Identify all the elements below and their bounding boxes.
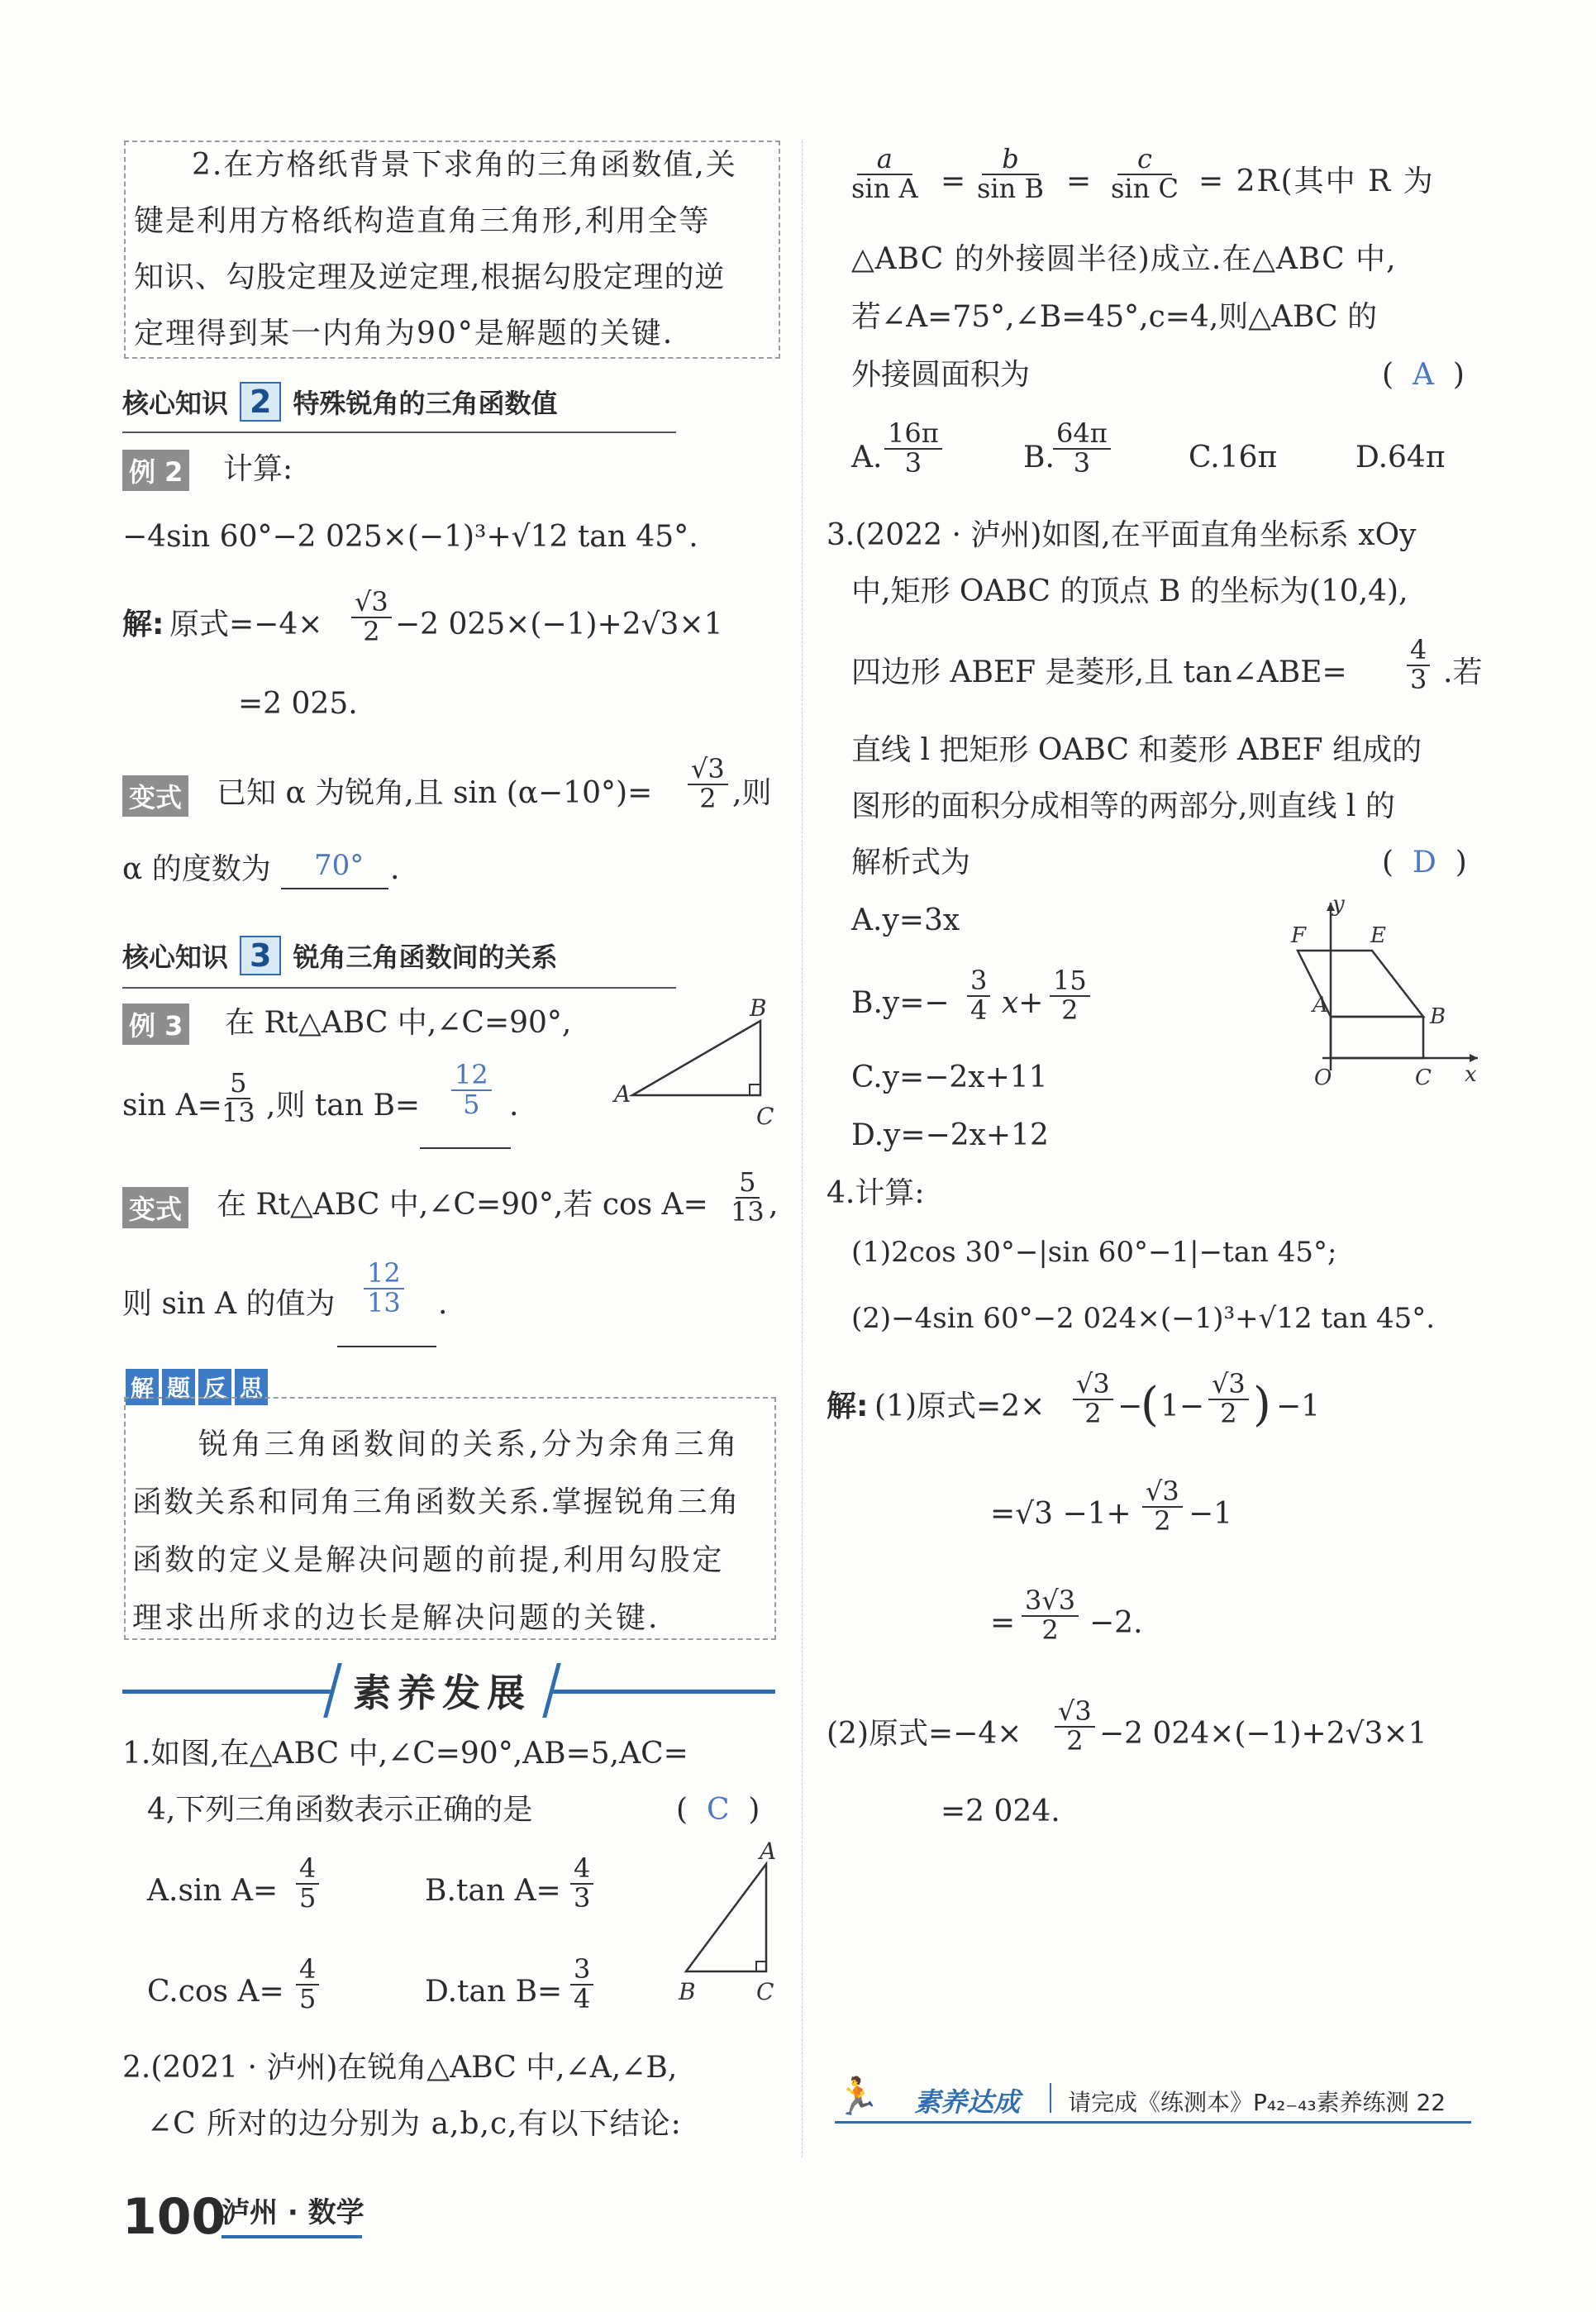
- reflection-line: 理求出所求的边长是解决问题的关键.: [132, 1601, 660, 1635]
- variant-text: 在 Rt△ABC 中,∠C=90°,若 cos A=: [217, 1188, 708, 1222]
- fraction-4-over-3: 4 3: [570, 1855, 593, 1912]
- q2-line: △ABC 的外接圆半径)成立.在△ABC 中,: [851, 242, 1397, 276]
- point-label-a: A: [1313, 993, 1328, 1018]
- q3-answer: D: [1412, 846, 1436, 880]
- fraction-sqrt3-over-2: √3 2: [1073, 1371, 1113, 1428]
- point-label-o: O: [1314, 1065, 1332, 1090]
- example-text: 在 Rt△ABC 中,∠C=90°,: [225, 1006, 572, 1040]
- point-label-e: E: [1370, 923, 1386, 948]
- tip-line: 知识、勾股定理及逆定理,根据勾股定理的逆: [134, 260, 726, 294]
- solution-line: −1: [1189, 1497, 1233, 1531]
- vertex-label-a: A: [614, 1080, 631, 1108]
- answer-line: [420, 1147, 511, 1149]
- section-label: 核心知识: [122, 388, 229, 419]
- q2-answer-bracket: ( A ): [1382, 358, 1465, 392]
- fraction-sqrt3-over-2: √3 2: [351, 589, 392, 646]
- fraction-3sqrt3-over-2: 3√3 2: [1022, 1587, 1079, 1644]
- q2-option-a[interactable]: A.: [851, 441, 883, 474]
- fraction-3-over-4: 3 4: [967, 967, 990, 1024]
- solution-line: −2 024×(−1)+2√3×1: [1099, 1717, 1427, 1751]
- answer-blank: 70°: [314, 849, 364, 882]
- q3-line: 直线 l 把矩形 OABC 和菱形 ABEF 组成的: [851, 733, 1422, 767]
- variant-end: .: [438, 1287, 448, 1321]
- q2-line: = 2R(其中 R 为: [1198, 164, 1435, 198]
- point-label-c: C: [1415, 1065, 1432, 1090]
- q1-option-d[interactable]: D.tan B=: [425, 1975, 563, 2009]
- q4-title: 4.计算:: [827, 1176, 925, 1210]
- section-title: 特殊锐角的三角函数值: [293, 388, 558, 419]
- variant-tag: 变式: [122, 775, 188, 817]
- page-subject: 泸州 · 数学: [222, 2196, 364, 2229]
- fraction-5-over-13: 5 13: [222, 1067, 255, 1128]
- reflection-tag: 解: [126, 1369, 159, 1405]
- equals-sign: =: [990, 1606, 1016, 1640]
- q2-option-c[interactable]: C.16π: [1189, 441, 1278, 474]
- section-title: 锐角三角函数间的关系: [293, 941, 558, 973]
- example-tag: 例 3: [122, 1003, 189, 1045]
- example-prompt: 计算:: [223, 452, 293, 486]
- example-expression: −4sin 60°−2 025×(−1)³+√12 tan 45°.: [122, 520, 698, 554]
- q2-line: 2.(2021 · 泸州)在锐角△ABC 中,∠A,∠B,: [122, 2051, 678, 2085]
- fraction-5-over-13: 5 13: [731, 1166, 765, 1228]
- q2-line: 外接圆面积为: [851, 358, 1031, 392]
- variant-text: ,: [769, 1188, 779, 1222]
- q1-answer-bracket: ( C ): [676, 1793, 760, 1827]
- fraction-4-over-5: 4 5: [296, 1956, 319, 2013]
- vertex-label-c: C: [756, 1978, 774, 2005]
- reflection-tag: 题: [162, 1369, 195, 1405]
- q1-option-c[interactable]: C.cos A=: [147, 1975, 284, 2009]
- q3-line: 解析式为: [851, 846, 971, 880]
- tip-line: 键是利用方格纸构造直角三角形,利用全等: [134, 204, 711, 238]
- fraction-64pi-over-3: 64π 3: [1053, 420, 1111, 477]
- solution-result: =2 025.: [238, 687, 358, 721]
- fraction-sqrt3-over-2: √3 2: [1208, 1371, 1249, 1428]
- point-label-f: F: [1291, 923, 1307, 948]
- solution-result: =2 024.: [941, 1795, 1060, 1828]
- vertex-label-a: A: [760, 1839, 777, 1865]
- q2-line: 若∠A=75°,∠B=45°,c=4,则△ABC 的: [851, 300, 1378, 334]
- variant-text: 已知 α 为锐角,且 sin (α−10°)=: [217, 776, 653, 810]
- section-banner: [323, 1663, 561, 1718]
- solution-label: 解:: [122, 608, 164, 641]
- q3-option-c[interactable]: C.y=−2x+11: [851, 1061, 1048, 1094]
- divider: [122, 987, 676, 989]
- q3-answer-bracket: ( D ): [1382, 846, 1467, 880]
- q3-line: 中,矩形 OABC 的顶点 B 的坐标为(10,4),: [851, 574, 1408, 608]
- q1-line: 1.如图,在△ABC 中,∠C=90°,AB=5,AC=: [122, 1737, 688, 1771]
- q1-answer: C: [706, 1793, 730, 1827]
- equals-sign: =: [941, 164, 966, 198]
- paren-close: ): [1253, 1378, 1271, 1432]
- column-divider: [802, 141, 803, 2157]
- solution-line: 原式=−4×: [169, 608, 323, 641]
- solution-line: −2.: [1089, 1606, 1143, 1640]
- q2-line: ∠C 所对的边分别为 a,b,c,有以下结论:: [147, 2107, 682, 2141]
- solution-label: 解:: [827, 1390, 869, 1423]
- q2-option-d[interactable]: D.64π: [1355, 441, 1446, 474]
- variant-tag: 变式: [122, 1187, 188, 1228]
- section-number: 2: [240, 382, 281, 422]
- q3-line: 四边形 ABEF 是菱形,且 tan∠ABE=: [851, 655, 1347, 689]
- variant-text: ,则: [732, 776, 772, 810]
- solution-line: (2)原式=−4×: [827, 1717, 1022, 1751]
- q4-part2: (2)−4sin 60°−2 024×(−1)³+√12 tan 45°.: [851, 1302, 1436, 1335]
- q1-option-a[interactable]: A.sin A=: [147, 1874, 279, 1908]
- section-heading-core-3: [122, 936, 557, 975]
- answer-fraction: 12 13: [364, 1260, 404, 1317]
- vertex-label-b: B: [750, 996, 767, 1022]
- q3-line: .若: [1443, 655, 1483, 689]
- section-heading-core-2: [122, 382, 557, 422]
- coordinate-figure: [1273, 893, 1488, 1099]
- footer-banner: [835, 2075, 1471, 2124]
- answer-line: [281, 888, 388, 889]
- tip-line: 2.在方格纸背景下求角的三角函数值,关: [192, 148, 737, 182]
- fraction-c-over-sinC: c sin C: [1111, 143, 1179, 204]
- example-text: sin A=: [122, 1089, 222, 1123]
- fraction-b-over-sinB: b sin B: [977, 143, 1044, 204]
- divider: [122, 431, 676, 433]
- reflection-line: 函数的定义是解决问题的前提,利用勾股定: [132, 1543, 725, 1577]
- tip-line: 定理得到某一内角为90°是解题的关键.: [134, 317, 674, 350]
- triangle-figure: [674, 1839, 781, 2005]
- triangle-figure: [607, 996, 785, 1132]
- fraction-sqrt3-over-2: √3 2: [1142, 1478, 1183, 1535]
- variant-text: 则 sin A 的值为: [122, 1287, 336, 1321]
- q3-line: 3.(2022 · 泸州)如图,在平面直角坐标系 xOy: [827, 518, 1417, 552]
- section-label: 核心知识: [122, 941, 229, 973]
- q3-option-a[interactable]: A.y=3x: [851, 903, 960, 937]
- vertex-label-b: B: [679, 1978, 696, 2005]
- reflection-line: 锐角三角函数间的关系,分为余角三角: [198, 1428, 741, 1461]
- q3-option-d[interactable]: D.y=−2x+12: [851, 1118, 1049, 1152]
- point-label-b: B: [1430, 1004, 1446, 1029]
- q1-option-b[interactable]: B.tan A=: [425, 1874, 561, 1908]
- fraction-3-over-4: 3 4: [570, 1956, 593, 2013]
- footer-divider: [1050, 2083, 1051, 2113]
- fraction-a-over-sinA: a sin A: [851, 143, 918, 204]
- answer-line: [337, 1346, 436, 1347]
- equals-sign: =: [1066, 164, 1092, 198]
- fraction-4-over-3: 4 3: [1407, 636, 1430, 694]
- section-banner-title: 素养发展: [353, 1671, 531, 1715]
- vertex-label-c: C: [756, 1103, 774, 1130]
- fraction-sqrt3-over-2: √3 2: [1055, 1698, 1095, 1755]
- q3-option-b-x: x+: [1002, 986, 1044, 1020]
- q1-line: 4,下列三角函数表示正确的是: [147, 1793, 533, 1827]
- q4-part1: (1)2cos 30°−|sin 60°−1|−tan 45°;: [851, 1236, 1337, 1269]
- variant-text: α 的度数为: [122, 852, 271, 886]
- q2-option-b[interactable]: B.: [1023, 441, 1055, 474]
- fraction-4-over-5: 4 5: [296, 1855, 319, 1912]
- section-number: 3: [240, 936, 281, 975]
- reflection-line: 函数关系和同角三角函数关系.掌握锐角三角: [132, 1485, 741, 1519]
- axis-label-y: y: [1332, 893, 1345, 917]
- solution-line: (1)原式=2×: [874, 1390, 1046, 1423]
- axis-label-x: x: [1465, 1062, 1477, 1087]
- solution-line: −2 025×(−1)+2√3×1: [395, 608, 723, 641]
- solution-line: −: [1117, 1390, 1143, 1423]
- fraction-16pi-over-3: 16π 3: [884, 420, 942, 477]
- reflection-tag: 反: [198, 1369, 231, 1405]
- solution-line: =√3 −1+: [990, 1497, 1131, 1531]
- page-number: 100: [122, 2188, 226, 2246]
- q2-answer: A: [1412, 358, 1434, 392]
- q3-option-b[interactable]: B.y=−: [851, 986, 950, 1020]
- answer-fraction: 12 5: [451, 1061, 492, 1118]
- example-text: ,则 tan B=: [266, 1089, 421, 1123]
- example-end: .: [509, 1089, 519, 1123]
- reflection-tag: 思: [235, 1369, 268, 1405]
- fraction-15-over-2: 15 2: [1050, 967, 1090, 1024]
- footer-underline: [222, 2235, 362, 2238]
- q3-line: 图形的面积分成相等的两部分,则直线 l 的: [851, 789, 1395, 823]
- paren-open: (: [1141, 1378, 1159, 1432]
- fraction-sqrt3-over-2: √3 2: [688, 756, 728, 813]
- variant-end: .: [390, 852, 400, 886]
- footer-brand: 素养达成: [914, 2086, 1021, 2118]
- example-tag: 例 2: [122, 450, 189, 491]
- solution-line: −1: [1276, 1390, 1321, 1423]
- runner-icon: 🏃: [835, 2076, 880, 2118]
- footer-text: 请完成《练测本》P₄₂₋₄₃素养练测 22: [1068, 2089, 1446, 2116]
- solution-one: 1−: [1160, 1390, 1205, 1423]
